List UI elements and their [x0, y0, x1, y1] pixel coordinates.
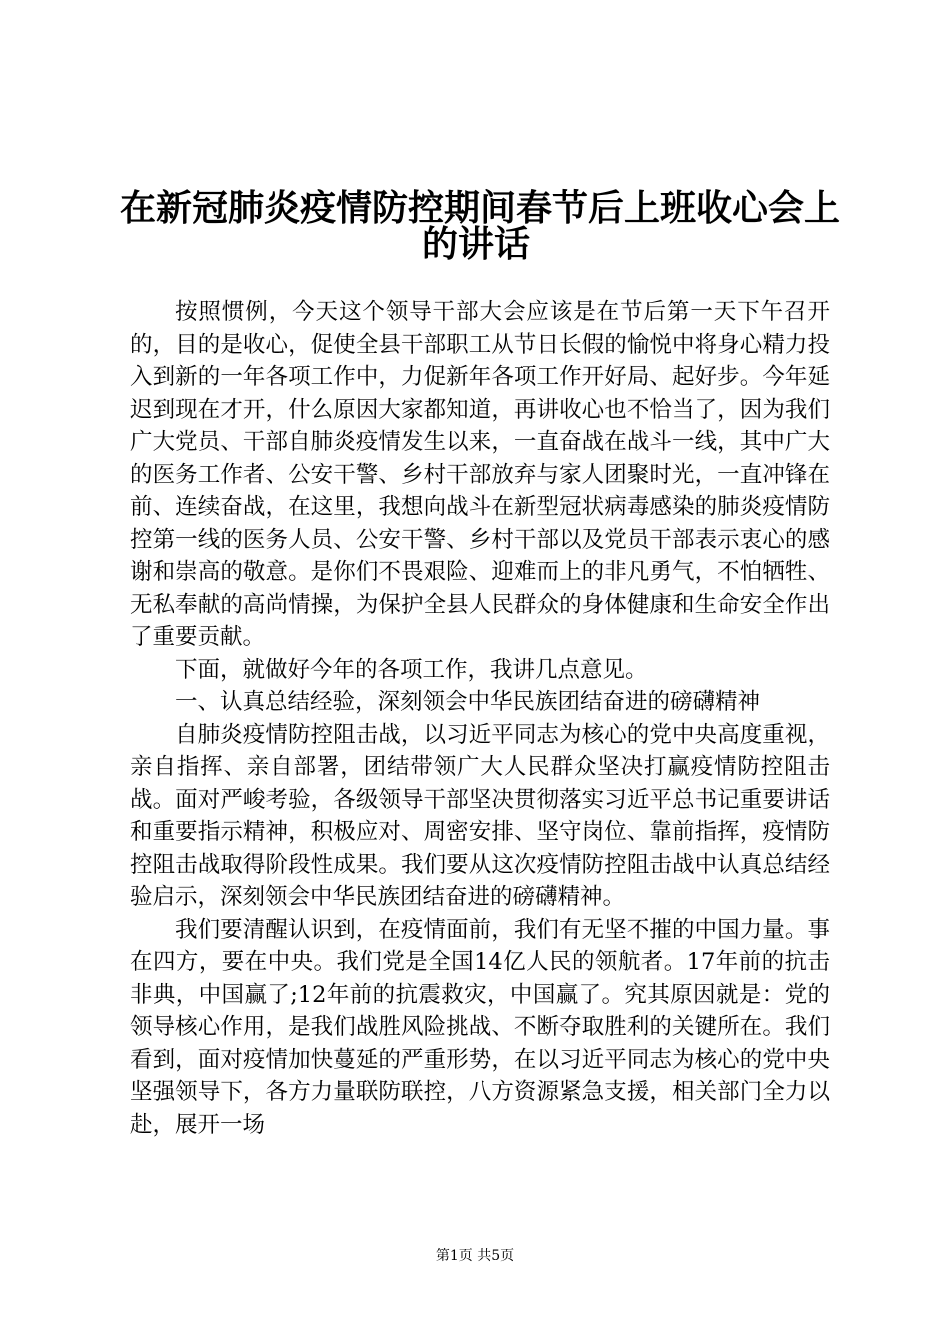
paragraph-transition: 下面，就做好今年的各项工作，我讲几点意见。 [175, 656, 648, 683]
document-title-line-1: 在新冠肺炎疫情防控期间春节后上班收心会上 [120, 187, 841, 229]
paragraph-section-1: 自肺炎疫情防控阻击战，以习近平同志为核心的党中央高度重视，亲自指挥、亲自部署，团结带领广大人民群众坚决打赢疫情防控阻击战。面对严峻考验，各级领导干部坚决贯彻落实习近平总书记重要讲话和重要指示精神，积极应对、周密安排、坚守岗位、靠前指挥，疫情防控阻击战取得阶段性成果。我们要从这次疫情防控阻击战中认真总结经验启示，深刻领会中华民族团结奋进的磅礴精神。 [130, 721, 830, 910]
section-heading-1: 一、认真总结经验，深刻领会中华民族团结奋进的磅礴精神 [175, 689, 761, 715]
page-footer: 第1页 共5页 [435, 1248, 515, 1264]
document-title-line-2: 的讲话 [421, 223, 530, 265]
paragraph-china-strength: 我们要清醒认识到，在疫情面前，我们有无坚不摧的中国力量。事在四方，要在中央。我们党是全国14亿人民的领航者。17年前的抗击非典，中国赢了;12年前的抗震救灾，中国赢了。究其原因就是：党的领导核心作用，是我们战胜风险挑战、不断夺取胜利的关键所在。我们看到，面对疫情加快蔓延的严重形势，在以习近平同志为核心的党中央坚强领导下，各方力量联防联控，八方资源紧急支援，相关部门全力以赴，展开一场 [130, 916, 830, 1138]
paragraph-intro: 按照惯例，今天这个领导干部大会应该是在节后第一天下午召开的，目的是收心，促使全县干部职工从节日长假的愉悦中将身心精力投入到新的一年各项工作中，力促新年各项工作开好局、起好步。今年延迟到现在才开，什么原因大家都知道，再讲收心也不恰当了，因为我们广大党员、干部自肺炎疫情发生以来，一直奋战在战斗一线，其中广大的医务工作者、公安干警、乡村干部放弃与家人团聚时光，一直冲锋在前、连续奋战，在这里，我想向战斗在新型冠状病毒感染的肺炎疫情防控第一线的医务人员、公安干警、乡村干部以及党员干部表示衷心的感谢和崇高的敬意。是你们不畏艰险、迎难而上的非凡勇气，不怕牺牲、无私奉献的高尚情操，为保护全县人民群众的身体健康和生命安全作出了重要贡献。 [130, 299, 830, 650]
document-body [130, 296, 830, 1141]
